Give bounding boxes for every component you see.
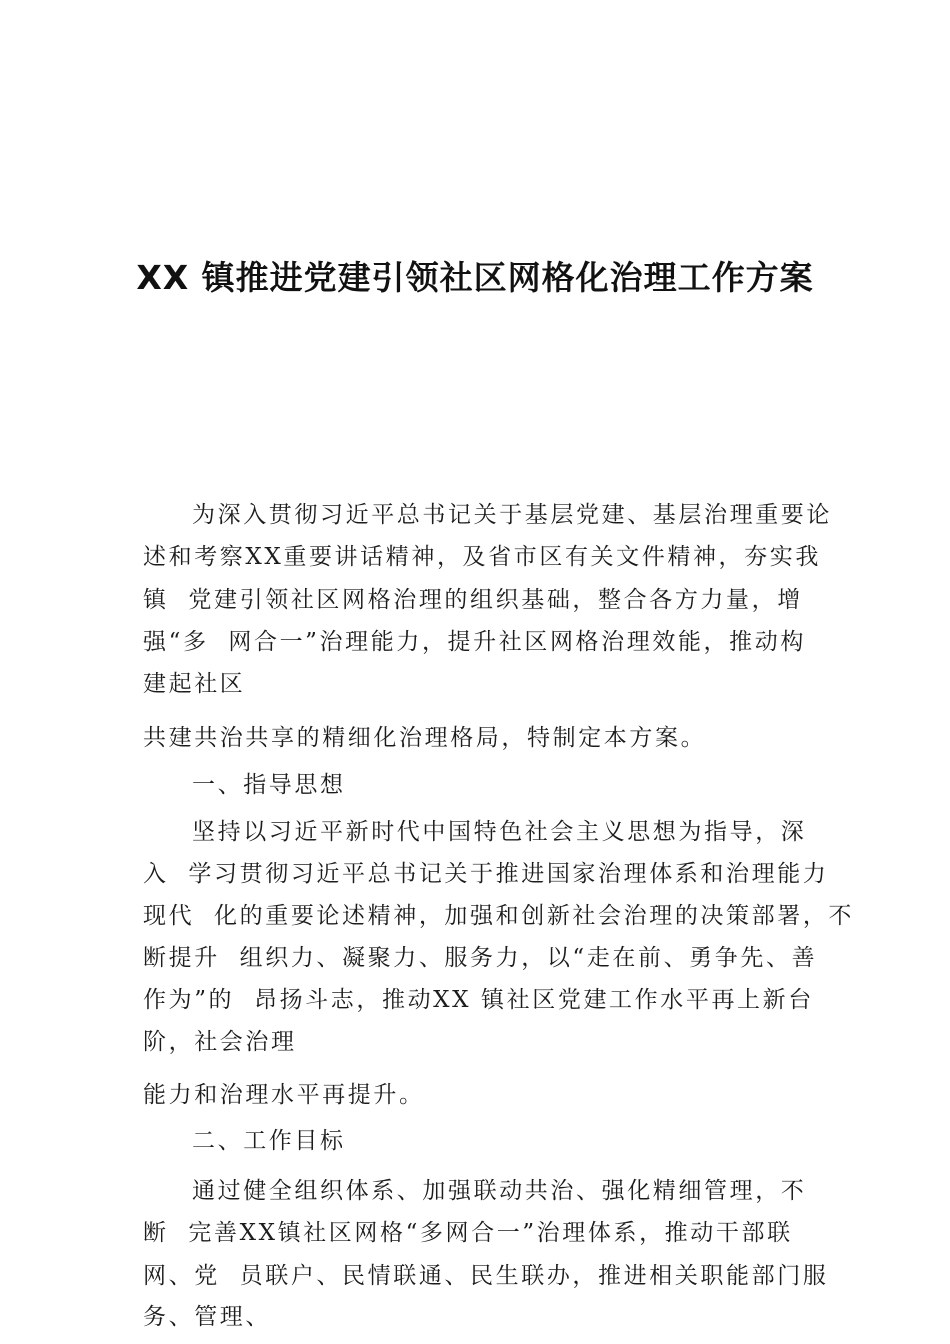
document-title: XX 镇推进党建引领社区网格化治理工作方案	[136, 258, 814, 297]
paragraph-line: 为深入贯彻习近平总书记关于基层党建、基层治理重要论	[192, 502, 832, 528]
paragraph-line: 务、管理、	[143, 1304, 271, 1330]
paragraph-line: 作为”的 昂扬斗志，推动XX 镇社区党建工作水平再上新台	[143, 987, 814, 1013]
paragraph-line: 能力和治理水平再提升。	[143, 1082, 425, 1108]
section-heading: 二、工作目标	[192, 1128, 346, 1154]
section-heading: 一、指导思想	[192, 772, 346, 798]
paragraph-line: 述和考察XX重要讲话精神，及省市区有关文件精神，夯实我	[143, 544, 821, 570]
paragraph-line: 阶，社会治理	[143, 1029, 297, 1055]
paragraph-line: 通过健全组织体系、加强联动共治、强化精细管理，不	[192, 1178, 807, 1204]
paragraph-line: 共建共治共享的精细化治理格局，特制定本方案。	[143, 725, 707, 751]
paragraph-line: 网、党 员联户、民情联通、民生联办，推进相关职能部门服	[143, 1263, 829, 1289]
paragraph-line: 现代 化的重要论述精神，加强和创新社会治理的决策部署，不	[143, 903, 855, 929]
paragraph-line: 断 完善XX镇社区网格“多网合一”治理体系，推动干部联	[143, 1220, 793, 1246]
paragraph-line: 断提升 组织力、凝聚力、服务力，以“走在前、勇争先、善	[143, 945, 818, 971]
paragraph-line: 坚持以习近平新时代中国特色社会主义思想为指导，深	[192, 819, 807, 845]
paragraph-line: 强“多 网合一”治理能力，提升社区网格治理效能，推动构	[143, 629, 806, 655]
paragraph-line: 镇 党建引领社区网格治理的组织基础，整合各方力量，增	[143, 587, 803, 613]
paragraph-line: 入 学习贯彻习近平总书记关于推进国家治理体系和治理能力	[143, 861, 829, 887]
paragraph-line: 建起社区	[143, 671, 246, 697]
